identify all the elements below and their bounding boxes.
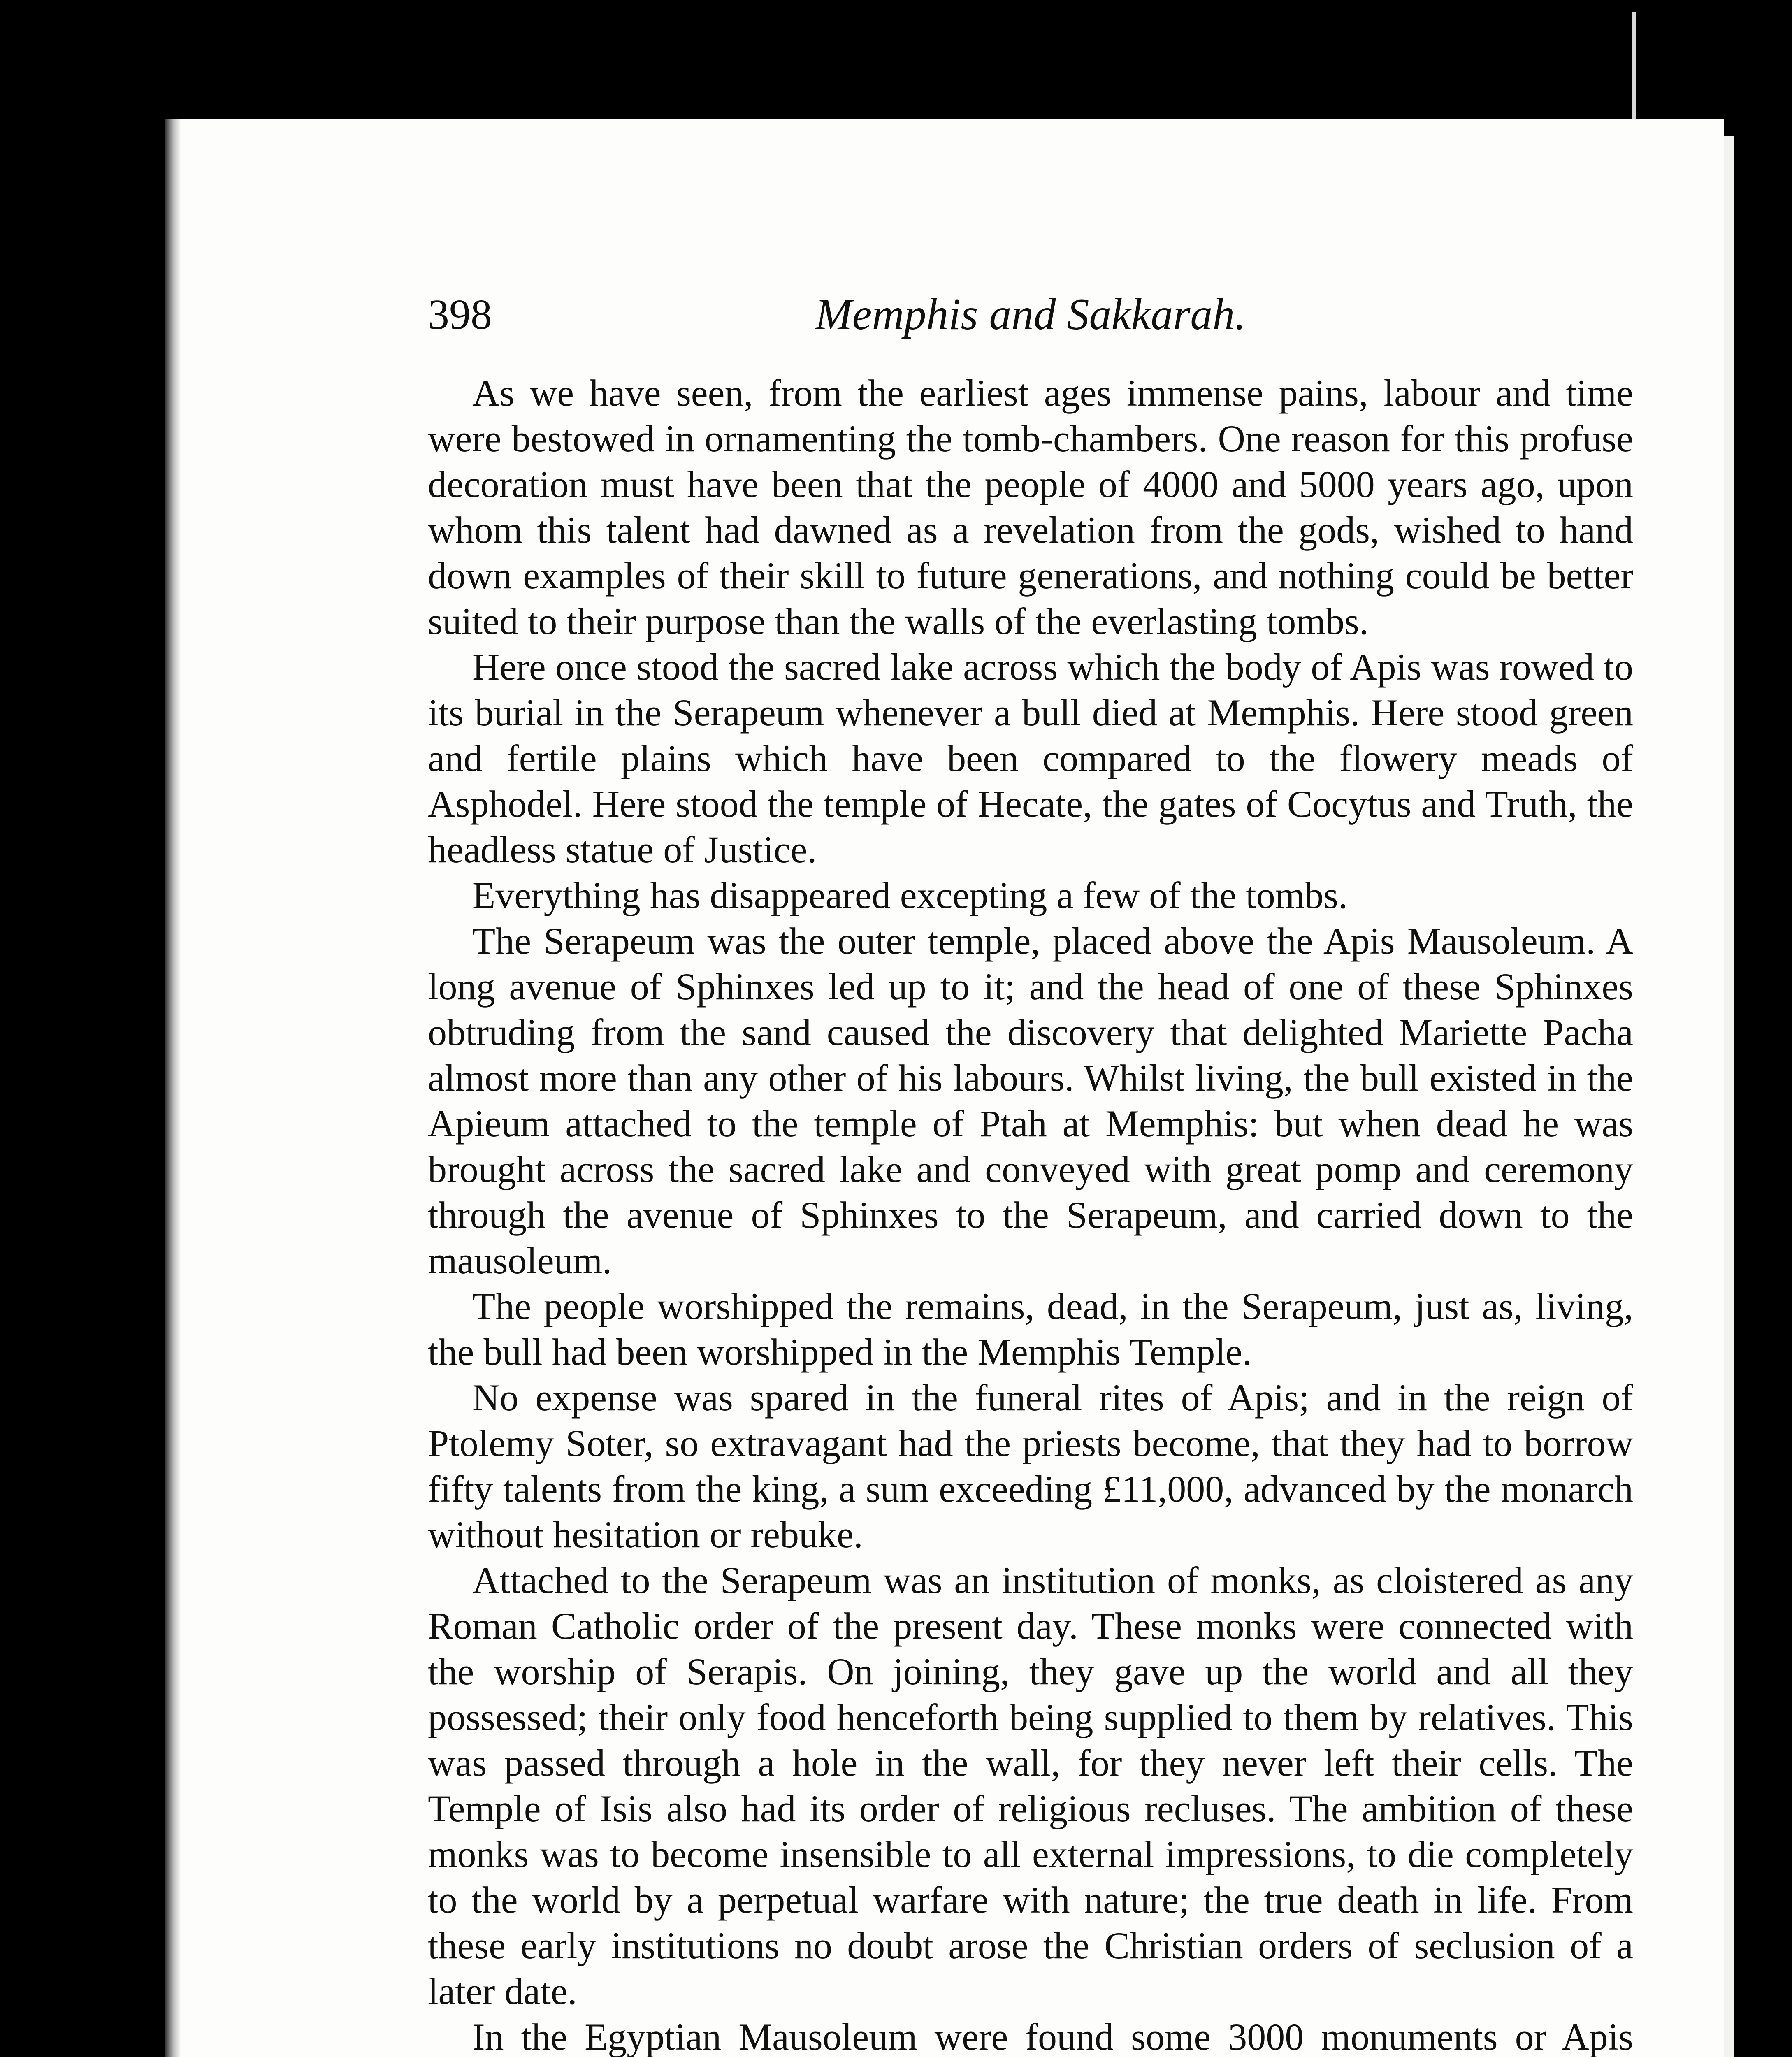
paragraph: Everything has disappeared excepting a few of the tombs. — [472, 874, 1348, 916]
page-header — [428, 284, 1633, 346]
page-gutter-shadow — [165, 119, 181, 2057]
paragraph: Attached to the Serapeum was an institution of monks, as cloistered as any Roman Catholic order of the present day. These monks were connected with the worship of Serapis. On joining, they gave up the world and all they possessed; their only food henceforth being supplied to them by relatives. This was passed through a hole in the wall, for they never left their cells. The Temple of Isis also had its order of religious recluses. The ambition of these monks was to become insensible to all external impressions, to die completely to the world by a perpetual warfare with nature; the true death in life. From these early institutions no doubt arose the Christian orders of seclusion of a later date. — [428, 1559, 1633, 2012]
running-title: Memphis and Sakkarah. — [815, 290, 1246, 339]
page-number: 398 — [428, 291, 492, 338]
paragraph: No expense was spared in the funeral rites of Apis; and in the reign of Ptolemy Soter, so extravagant had the priests become, that they had to borrow fifty talents from the king, a sum exceeding £11,000, advanced by the monarch without hesitation or rebuke. — [428, 1377, 1633, 1556]
page-edge — [1724, 136, 1734, 2057]
book-spine-line — [1632, 12, 1636, 136]
paragraph: In the Egyptian Mausoleum were found some 3000 monuments or Apis — [472, 2016, 1633, 2057]
paragraph: Here once stood the sacred lake across which the body of Apis was rowed to its burial in the Serapeum whenever a bull died at Memphis. Here stood green and fertile plains which have been compared to the flowery meads of Asphodel. Here stood the temple of Hecate, the gates of Cocytus and Truth, the headless statue of Justice. — [428, 646, 1633, 871]
body-text — [428, 370, 1633, 2057]
paragraph: The people worshipped the remains, dead, in the Serapeum, just as, living, the bull had been worshipped in the Memphis Temple. — [428, 1285, 1633, 1373]
paragraph: The Serapeum was the outer temple, placed above the Apis Mausoleum. A long avenue of Sphinxes led up to it; and the head of one of these Sphinxes obtruding from the sand caused the discovery that delighted Mariette Pacha almost more than any other of his labours. Whilst living, the bull existed in the Apieum attached to the temple of Ptah at Memphis: but when dead he was brought across the sacred lake and conveyed with great pomp and ceremony through the avenue of Sphinxes to the Serapeum, and carried down to the mausoleum. — [428, 920, 1633, 1282]
paragraph: As we have seen, from the earliest ages immense pains, labour and time were bestowed in ornamenting the tomb-chambers. One reason for this profuse decoration must have been that the people of 4000 and 5000 years ago, upon whom this talent had dawned as a revelation from the gods, wished to hand down examples of their skill to future generations, and nothing could be better suited to their purpose than the walls of the everlasting tombs. — [428, 372, 1633, 642]
